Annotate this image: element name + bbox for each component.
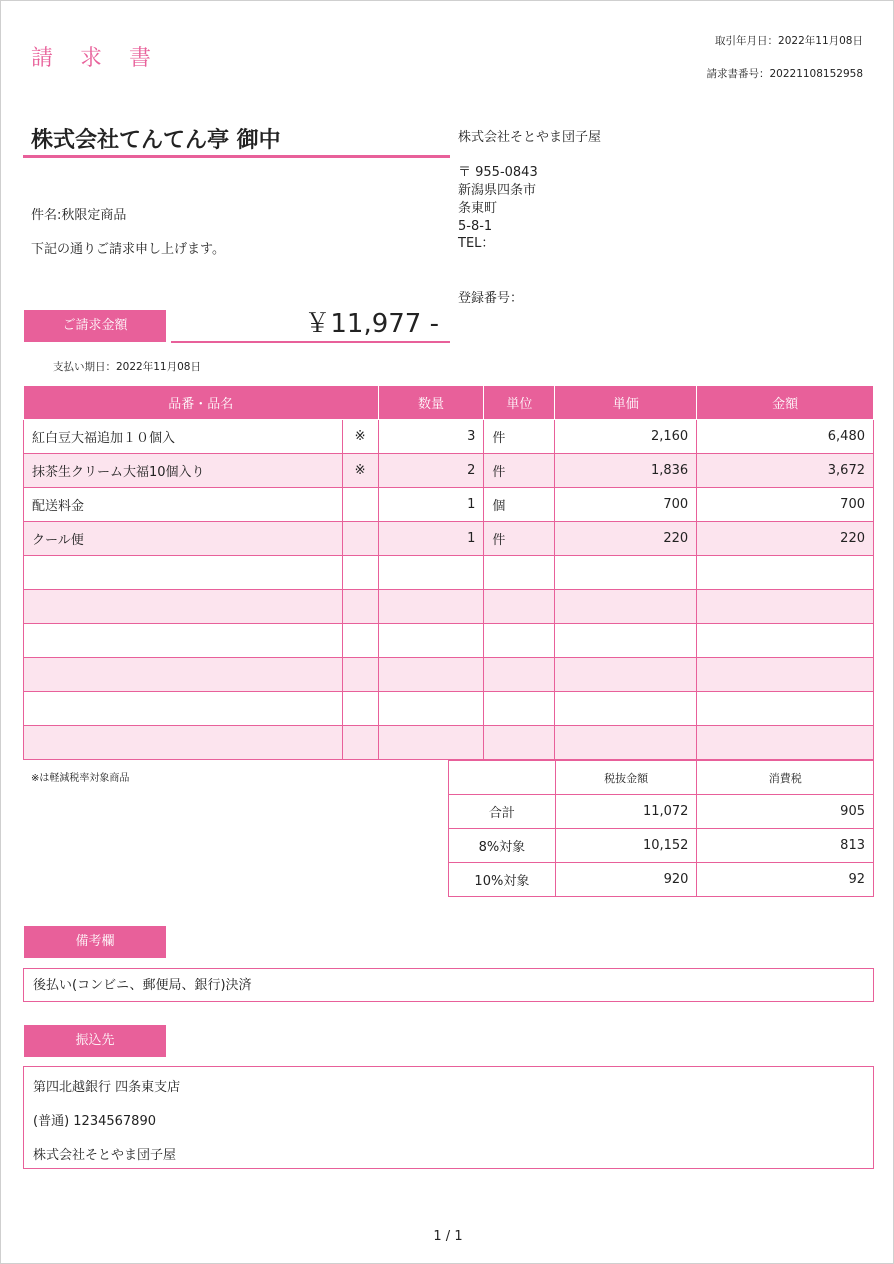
item-unit-price: 1,836 — [555, 454, 697, 488]
item-amount: 220 — [697, 522, 874, 556]
item-name: 抹茶生クリーム大福10個入り — [24, 454, 343, 488]
item-unit — [484, 556, 555, 590]
item-quantity — [378, 692, 484, 726]
item-name — [24, 658, 343, 692]
amount-label: ご請求金額 — [24, 310, 166, 342]
summary-label: 10%対象 — [449, 863, 556, 897]
item-row — [24, 488, 874, 522]
item-amount: 3,672 — [697, 454, 874, 488]
sender-address-3: 5-8-1 — [458, 219, 493, 234]
item-name — [24, 624, 343, 658]
reduced-tax-mark — [342, 556, 378, 590]
invoice-number: 請求書番号：20221108152958 — [706, 68, 863, 80]
summary-header-blank — [449, 761, 556, 795]
item-unit — [484, 726, 555, 760]
item-amount: 700 — [697, 488, 874, 522]
item-unit-price: 220 — [555, 522, 697, 556]
bank-name: 第四北越銀行 四条東支店 — [33, 1080, 181, 1095]
summary-tax: 905 — [697, 795, 874, 829]
item-row — [24, 624, 874, 658]
reduced-tax-mark — [342, 522, 378, 556]
reduced-tax-mark — [342, 658, 378, 692]
bank-label: 振込先 — [24, 1025, 166, 1057]
header-quantity: 数量 — [378, 386, 484, 420]
item-name — [24, 556, 343, 590]
item-name: クール便 — [24, 522, 343, 556]
recipient-underline — [23, 155, 450, 158]
item-amount — [697, 658, 874, 692]
item-unit — [484, 692, 555, 726]
summary-header-row — [449, 761, 874, 795]
item-row — [24, 726, 874, 760]
summary-row — [449, 829, 874, 863]
item-row — [24, 658, 874, 692]
item-name: 紅白豆大福追加１０個入 — [24, 420, 343, 454]
item-quantity: 2 — [378, 454, 484, 488]
remarks-label: 備考欄 — [24, 926, 166, 958]
item-amount — [697, 556, 874, 590]
item-row — [24, 454, 874, 488]
item-row — [24, 590, 874, 624]
sender-address-2: 条東町 — [458, 201, 498, 216]
item-row — [24, 420, 874, 454]
summary-header-tax: 消費税 — [697, 761, 874, 795]
item-unit-price — [555, 624, 697, 658]
item-unit — [484, 590, 555, 624]
item-quantity — [378, 726, 484, 760]
summary-tax: 813 — [697, 829, 874, 863]
reduced-tax-mark — [342, 624, 378, 658]
item-quantity: 3 — [378, 420, 484, 454]
summary-label: 8%対象 — [449, 829, 556, 863]
header-item-name: 品番・品名 — [24, 386, 379, 420]
item-unit — [484, 658, 555, 692]
intro-text: 下記の通りご請求申し上げます。 — [31, 242, 225, 257]
summary-net: 920 — [555, 863, 697, 897]
item-unit-price: 2,160 — [555, 420, 697, 454]
document-title: 請 求 書 — [31, 46, 161, 71]
summary-net: 10,152 — [555, 829, 697, 863]
item-amount — [697, 624, 874, 658]
sender-tel: TEL： — [458, 236, 495, 251]
page-indicator: 1 / 1 — [433, 1229, 463, 1244]
header-unit-price: 単価 — [555, 386, 697, 420]
reduced-tax-mark — [342, 692, 378, 726]
summary-label: 合計 — [449, 795, 556, 829]
reduced-tax-mark — [342, 590, 378, 624]
item-quantity — [378, 590, 484, 624]
item-unit-price — [555, 726, 697, 760]
due-date: 支払い期日：2022年11月08日 — [53, 361, 201, 373]
summary-net: 11,072 — [555, 795, 697, 829]
item-unit — [484, 624, 555, 658]
item-amount: 6,480 — [697, 420, 874, 454]
bank-box — [23, 1066, 874, 1169]
bank-account-holder: 株式会社そとやま団子屋 — [33, 1148, 177, 1163]
item-quantity: 1 — [378, 488, 484, 522]
item-amount — [697, 692, 874, 726]
summary-row — [449, 795, 874, 829]
sender-registration: 登録番号： — [458, 291, 524, 306]
transaction-date: 取引年月日：2022年11月08日 — [715, 35, 863, 47]
remarks-text: 後払い(コンビニ、郵便局、銀行)決済 — [33, 978, 252, 993]
item-row — [24, 556, 874, 590]
item-unit-price — [555, 658, 697, 692]
item-amount — [697, 726, 874, 760]
item-unit-price — [555, 692, 697, 726]
item-unit: 件 — [484, 454, 555, 488]
header-amount: 金額 — [697, 386, 874, 420]
item-unit-price — [555, 556, 697, 590]
item-unit: 件 — [484, 522, 555, 556]
item-unit-price: 700 — [555, 488, 697, 522]
reduced-tax-mark: ※ — [342, 420, 378, 454]
reduced-tax-mark — [342, 488, 378, 522]
item-unit: 個 — [484, 488, 555, 522]
item-name — [24, 590, 343, 624]
reduced-tax-mark — [342, 726, 378, 760]
item-quantity — [378, 624, 484, 658]
item-unit-price — [555, 590, 697, 624]
remarks-box — [23, 968, 874, 1002]
recipient-name: 株式会社てんてん亭 御中 — [31, 128, 281, 153]
item-name — [24, 692, 343, 726]
summary-tax: 92 — [697, 863, 874, 897]
item-name: 配送料金 — [24, 488, 343, 522]
summary-header-net: 税抜金額 — [555, 761, 697, 795]
bank-account: (普通) 1234567890 — [33, 1114, 156, 1129]
items-table — [23, 385, 874, 760]
sender-postal: 〒 955-0843 — [458, 165, 538, 180]
sender-company: 株式会社そとやま団子屋 — [458, 130, 602, 145]
subject-line: 件名:秋限定商品 — [31, 208, 127, 223]
item-name — [24, 726, 343, 760]
summary-row — [449, 863, 874, 897]
sender-address-1: 新潟県四条市 — [458, 183, 537, 198]
reduced-tax-footnote: ※は軽減税率対象商品 — [31, 773, 130, 784]
amount-underline — [171, 341, 450, 343]
item-quantity: 1 — [378, 522, 484, 556]
header-unit: 単位 — [484, 386, 555, 420]
tax-summary-table — [448, 760, 874, 897]
item-amount — [697, 590, 874, 624]
item-row — [24, 692, 874, 726]
item-quantity — [378, 658, 484, 692]
item-unit: 件 — [484, 420, 555, 454]
item-quantity — [378, 556, 484, 590]
amount-value: ￥11,977 - — [304, 309, 439, 339]
items-header-row — [24, 386, 874, 420]
reduced-tax-mark: ※ — [342, 454, 378, 488]
item-row — [24, 522, 874, 556]
